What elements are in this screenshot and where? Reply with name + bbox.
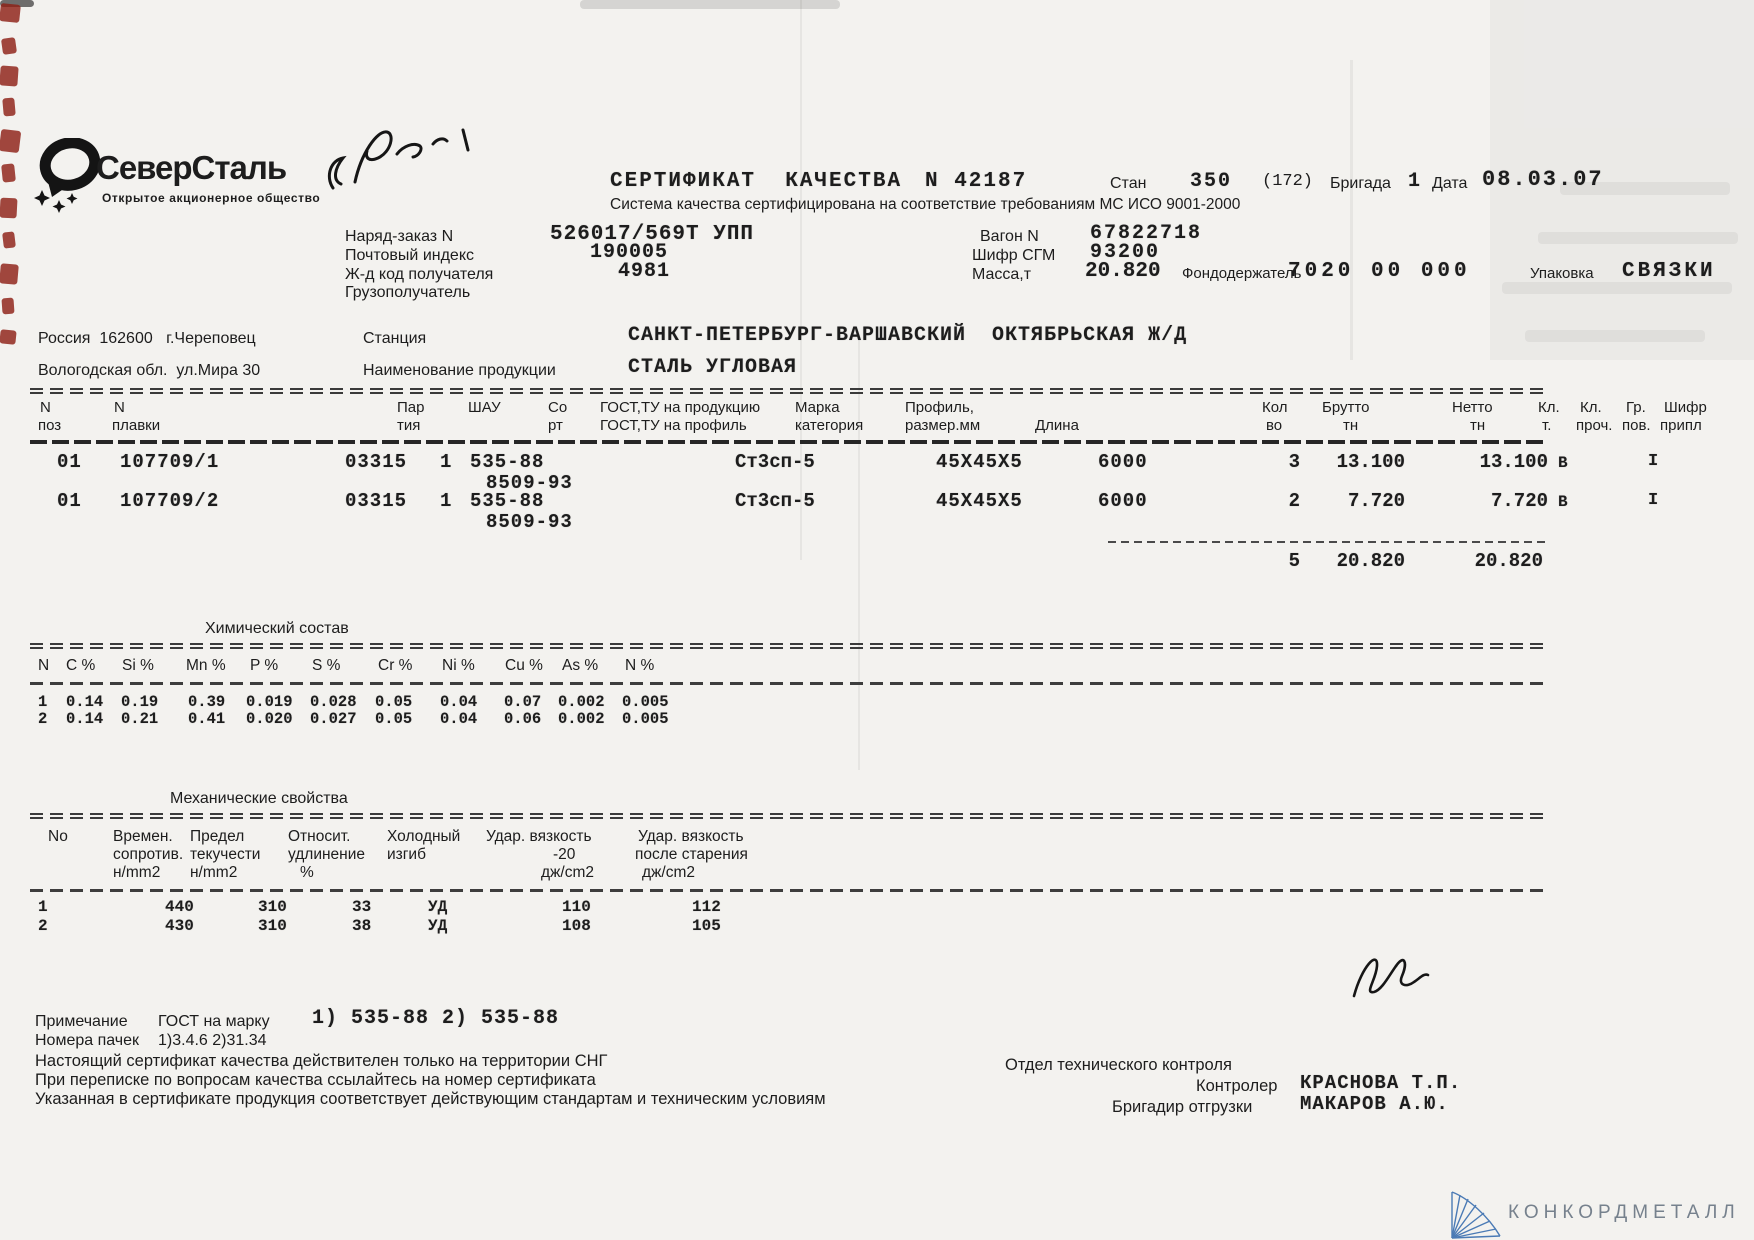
- pack-label: Упаковка: [1530, 265, 1594, 282]
- col-header: поз: [38, 417, 62, 434]
- chem-cell: 0.39: [188, 693, 226, 711]
- fold-crease: [1350, 60, 1353, 360]
- cell-profile: 45Х45Х5: [936, 451, 1023, 473]
- chem-cell: 0.020: [246, 710, 293, 728]
- logo-subtitle: Открытое акционерное общество: [102, 191, 321, 205]
- chem-cell: 0.002: [558, 693, 605, 711]
- col-header: рт: [548, 417, 563, 434]
- mech-cell: 440: [165, 898, 194, 916]
- col-header: тн: [1470, 417, 1486, 434]
- packs-value: 1)3.4.6 2)31.34: [158, 1032, 267, 1049]
- torn-edge-mark: [0, 329, 17, 345]
- col-header: Со: [548, 399, 568, 416]
- note-line: Настоящий сертификат качества действителен только на территории СНГ: [35, 1052, 608, 1070]
- ghost-print-smudge: [1538, 232, 1738, 244]
- col-header: Кл.: [1538, 399, 1560, 416]
- mech-header: удлинение: [288, 846, 366, 863]
- note-line: Указанная в сертификате продукция соответствует действующим стандартам и техническим условиям: [35, 1090, 826, 1108]
- chem-header: Ni %: [442, 657, 475, 674]
- cell-net: 7.720: [1490, 490, 1548, 512]
- chemistry-title: Химический состав: [205, 620, 349, 637]
- stan-label: Стан: [1110, 175, 1147, 192]
- chem-header: C %: [66, 657, 96, 674]
- table-rule-top: [30, 388, 1548, 394]
- mech-header: сопротив.: [113, 846, 184, 863]
- chem-rule-mid: [30, 682, 1548, 685]
- cell-pos: 01: [57, 490, 82, 512]
- torn-edge-mark: [2, 98, 16, 117]
- mech-rule-top: [30, 813, 1548, 819]
- col-header: Марка: [795, 399, 840, 416]
- fold-crease: [800, 0, 802, 560]
- torn-edge-mark: [0, 198, 18, 219]
- postcode-label: Почтовый индекс: [345, 247, 474, 264]
- packs-label: Номера пачек: [35, 1032, 140, 1049]
- chem-cell: 0.002: [558, 710, 605, 728]
- concord-fan-icon: [1446, 1190, 1504, 1240]
- mech-header: Холодный: [387, 828, 461, 845]
- col-header: Профиль,: [905, 399, 974, 416]
- mech-header: Относит.: [288, 828, 351, 845]
- col-header: N: [114, 399, 125, 416]
- ghost-print-smudge: [1502, 282, 1732, 294]
- mech-header: после старения: [635, 846, 748, 863]
- mech-header: н/mm2: [190, 864, 238, 881]
- mech-header: Предел: [190, 828, 245, 845]
- chem-header: S %: [312, 657, 341, 674]
- chem-header: Mn %: [186, 657, 226, 674]
- fund-value: 7020 00 000: [1288, 260, 1471, 283]
- iso-line: Система качества сертифицирована на соответствие требованиям МС ИСО 9001-2000: [610, 196, 1241, 213]
- chem-header: P %: [250, 657, 279, 674]
- col-header: Кл.: [1580, 399, 1602, 416]
- pack-value: СВЯЗКИ: [1622, 260, 1716, 283]
- cell-length: 6000: [1098, 451, 1148, 473]
- handwritten-signature-icon: [315, 118, 490, 208]
- note-label: Примечание: [35, 1013, 128, 1030]
- cell-qty: 3: [1288, 451, 1300, 473]
- cell-length: 6000: [1098, 490, 1148, 512]
- cell-class: В: [1558, 493, 1568, 511]
- chem-cell: 0.21: [121, 710, 159, 728]
- order-value: 526017/569Т УПП: [550, 223, 755, 246]
- mech-rule-mid: [30, 889, 1548, 892]
- brigade-value: 1: [1408, 170, 1421, 193]
- col-header: плавки: [112, 417, 161, 434]
- date-value: 08.03.07: [1482, 167, 1604, 192]
- date-label: Дата: [1432, 175, 1468, 192]
- mech-header: Удар. вязкость: [638, 828, 744, 845]
- cell-qty: 2: [1288, 490, 1300, 512]
- order-label: Наряд-заказ N: [345, 228, 454, 245]
- mech-header: дж/cm2: [642, 864, 696, 881]
- cell-group: I: [1648, 452, 1659, 471]
- col-header: т.: [1542, 417, 1552, 434]
- stan-value: 350: [1190, 170, 1233, 193]
- total-gross: 20.820: [1336, 550, 1405, 572]
- chem-header: N %: [625, 657, 655, 674]
- table-rule-header: [30, 440, 1548, 444]
- note-line: При переписке по вопросам качества ссылайтесь на номер сертификата: [35, 1071, 596, 1089]
- controller-name: КРАСНОВА Т.П.: [1300, 1072, 1462, 1094]
- mech-cell: 108: [562, 917, 591, 935]
- mech-cell: 430: [165, 917, 194, 935]
- col-header: Кол: [1262, 399, 1288, 416]
- scan-edge-streak: [580, 0, 840, 9]
- chem-cell: 0.019: [246, 693, 293, 711]
- chem-cell: 0.027: [310, 710, 357, 728]
- col-header: размер.мм: [905, 417, 981, 434]
- fund-label: Фондодержатель: [1182, 265, 1302, 282]
- otk-dept: Отдел технического контроля: [1005, 1056, 1232, 1074]
- mech-cell: 310: [258, 917, 287, 935]
- chem-cell: 0.07: [504, 693, 542, 711]
- cell-gost-profile: 8509-93: [486, 511, 573, 533]
- torn-edge-mark: [0, 65, 19, 86]
- cell-gost-profile: 8509-93: [486, 472, 573, 494]
- cell-sort: 1: [440, 490, 452, 512]
- station-value: САНКТ-ПЕТЕРБУРГ-ВАРШАВСКИЙ ОКТЯБРЬСКАЯ Ж/Д: [628, 324, 1188, 347]
- torn-edge-mark: [1, 298, 14, 315]
- total-net: 20.820: [1474, 550, 1543, 572]
- cell-net: 13.100: [1479, 451, 1548, 473]
- total-qty: 5: [1288, 550, 1300, 572]
- mass-value: 20.820: [1085, 260, 1161, 283]
- cell-batch: 03315: [345, 451, 408, 473]
- sgm-label: Шифр СГМ: [972, 247, 1056, 264]
- product-value: СТАЛЬ УГЛОВАЯ: [628, 356, 798, 379]
- col-header: ГОСТ,ТУ на продукцию: [600, 399, 761, 416]
- mech-cell: 1: [38, 898, 48, 916]
- chem-cell: 2: [38, 710, 48, 728]
- country-line: Россия 162600 г.Череповец: [38, 330, 256, 347]
- chem-cell: 0.005: [622, 710, 669, 728]
- cell-pos: 01: [57, 451, 82, 473]
- chem-cell: 0.41: [188, 710, 226, 728]
- mech-header: %: [300, 864, 314, 881]
- certificate-number: N 42187: [925, 170, 1028, 193]
- chem-cell: 0.14: [66, 693, 104, 711]
- foreman-label: Бригадир отгрузки: [1112, 1098, 1253, 1116]
- col-header: Длина: [1035, 417, 1079, 434]
- certificate-title: СЕРТИФИКАТ КАЧЕСТВА: [610, 170, 903, 193]
- mech-header: изгиб: [387, 846, 426, 863]
- fold-crease: [858, 340, 860, 770]
- station-label: Станция: [363, 330, 427, 347]
- mech-header: -20: [553, 846, 576, 863]
- severstal-logo-icon: [30, 138, 102, 214]
- chem-header: Cr %: [378, 657, 413, 674]
- col-header: тн: [1343, 417, 1359, 434]
- col-header: тия: [397, 417, 421, 434]
- chem-header: Si %: [122, 657, 154, 674]
- note-gost-label: ГОСТ на марку: [158, 1013, 270, 1030]
- mech-cell: 2: [38, 917, 48, 935]
- handwritten-signature-icon: [1340, 942, 1460, 1012]
- cell-mark: Ст3сп-5: [735, 490, 815, 512]
- mech-header: текучести: [190, 846, 261, 863]
- region-line: Вологодская обл. ул.Мира 30: [38, 362, 261, 379]
- cell-class: В: [1558, 454, 1568, 472]
- torn-edge-mark: [0, 129, 21, 153]
- torn-edge-mark: [2, 231, 16, 248]
- cell-sort: 1: [440, 451, 452, 473]
- chem-cell: 0.19: [121, 693, 159, 711]
- mech-header: дж/cm2: [541, 864, 595, 881]
- chem-header: Cu %: [505, 657, 543, 674]
- railcode-value: 4981: [618, 260, 671, 283]
- col-header: Гр.: [1626, 399, 1646, 416]
- cell-gross: 13.100: [1336, 451, 1405, 473]
- mass-label: Масса,т: [972, 266, 1032, 283]
- col-header: Шифр: [1664, 399, 1707, 416]
- mechanics-title: Механические свойства: [170, 790, 348, 807]
- mech-header: Времен.: [113, 828, 173, 845]
- col-header: ШАУ: [468, 399, 501, 416]
- sgm-value: 93200: [1090, 241, 1161, 264]
- chem-header: As %: [562, 657, 599, 674]
- cell-profile: 45Х45Х5: [936, 490, 1023, 512]
- mech-cell: 310: [258, 898, 287, 916]
- mech-cell: 33: [352, 898, 372, 916]
- torn-edge-mark: [0, 263, 19, 284]
- brigade-label: Бригада: [1330, 175, 1391, 192]
- cell-batch: 03315: [345, 490, 408, 512]
- cell-group: I: [1648, 491, 1659, 510]
- consignee-label: Грузополучатель: [345, 284, 471, 301]
- chem-header: N: [38, 657, 50, 674]
- chem-cell: 1: [38, 693, 48, 711]
- chem-cell: 0.028: [310, 693, 357, 711]
- wagon-label: Вагон N: [980, 228, 1039, 245]
- col-header: категория: [795, 417, 864, 434]
- mech-cell: 112: [692, 898, 721, 916]
- torn-edge-mark: [1, 37, 17, 55]
- col-header: Пар: [397, 399, 425, 416]
- chem-cell: 0.05: [375, 710, 413, 728]
- col-header: Нетто: [1452, 399, 1493, 416]
- mech-cell: УД: [428, 917, 448, 935]
- product-label: Наименование продукции: [363, 362, 556, 379]
- cell-mark: Ст3сп-5: [735, 451, 815, 473]
- chem-cell: 0.04: [440, 710, 478, 728]
- col-header: припл: [1660, 417, 1702, 434]
- col-header: N: [40, 399, 51, 416]
- col-header: во: [1266, 417, 1283, 434]
- cell-gost-product: 535-88: [470, 451, 545, 473]
- chem-cell: 0.05: [375, 693, 413, 711]
- railcode-label: Ж-д код получателя: [345, 266, 494, 283]
- ghost-print-smudge: [1525, 330, 1705, 342]
- mech-cell: 110: [562, 898, 591, 916]
- mech-cell: УД: [428, 898, 448, 916]
- table-rule-total: [1108, 541, 1548, 543]
- cell-gross: 7.720: [1347, 490, 1405, 512]
- col-header: проч.: [1576, 417, 1613, 434]
- logo-name: СеверСталь: [96, 149, 287, 186]
- wagon-value: 67822718: [1090, 222, 1203, 245]
- mech-cell: 105: [692, 917, 721, 935]
- mech-header: Удар. вязкость: [486, 828, 592, 845]
- chem-rule-top: [30, 643, 1548, 649]
- mech-header: No: [48, 828, 68, 845]
- chem-cell: 0.06: [504, 710, 542, 728]
- controller-label: Контролер: [1196, 1077, 1278, 1095]
- cell-melt: 107709/2: [120, 490, 220, 512]
- torn-edge-mark: [1, 163, 16, 182]
- postcode-value: 190005: [590, 241, 669, 264]
- mech-header: н/mm2: [113, 864, 161, 881]
- mech-cell: 38: [352, 917, 372, 935]
- col-header: пов.: [1622, 417, 1651, 434]
- foreman-name: МАКАРОВ А.Ю.: [1300, 1093, 1449, 1115]
- stan-note: (172): [1262, 172, 1314, 191]
- chem-cell: 0.005: [622, 693, 669, 711]
- note-gost-value: 1) 535-88 2) 535-88: [312, 1007, 560, 1030]
- torn-edge-mark: [0, 3, 21, 23]
- col-header: Брутто: [1322, 399, 1370, 416]
- chem-cell: 0.14: [66, 710, 104, 728]
- cell-gost-product: 535-88: [470, 490, 545, 512]
- concord-logo-text: КОНКОРДМЕТАЛЛ: [1508, 1202, 1740, 1223]
- cell-melt: 107709/1: [120, 451, 220, 473]
- col-header: ГОСТ,ТУ на профиль: [600, 417, 747, 434]
- chem-cell: 0.04: [440, 693, 478, 711]
